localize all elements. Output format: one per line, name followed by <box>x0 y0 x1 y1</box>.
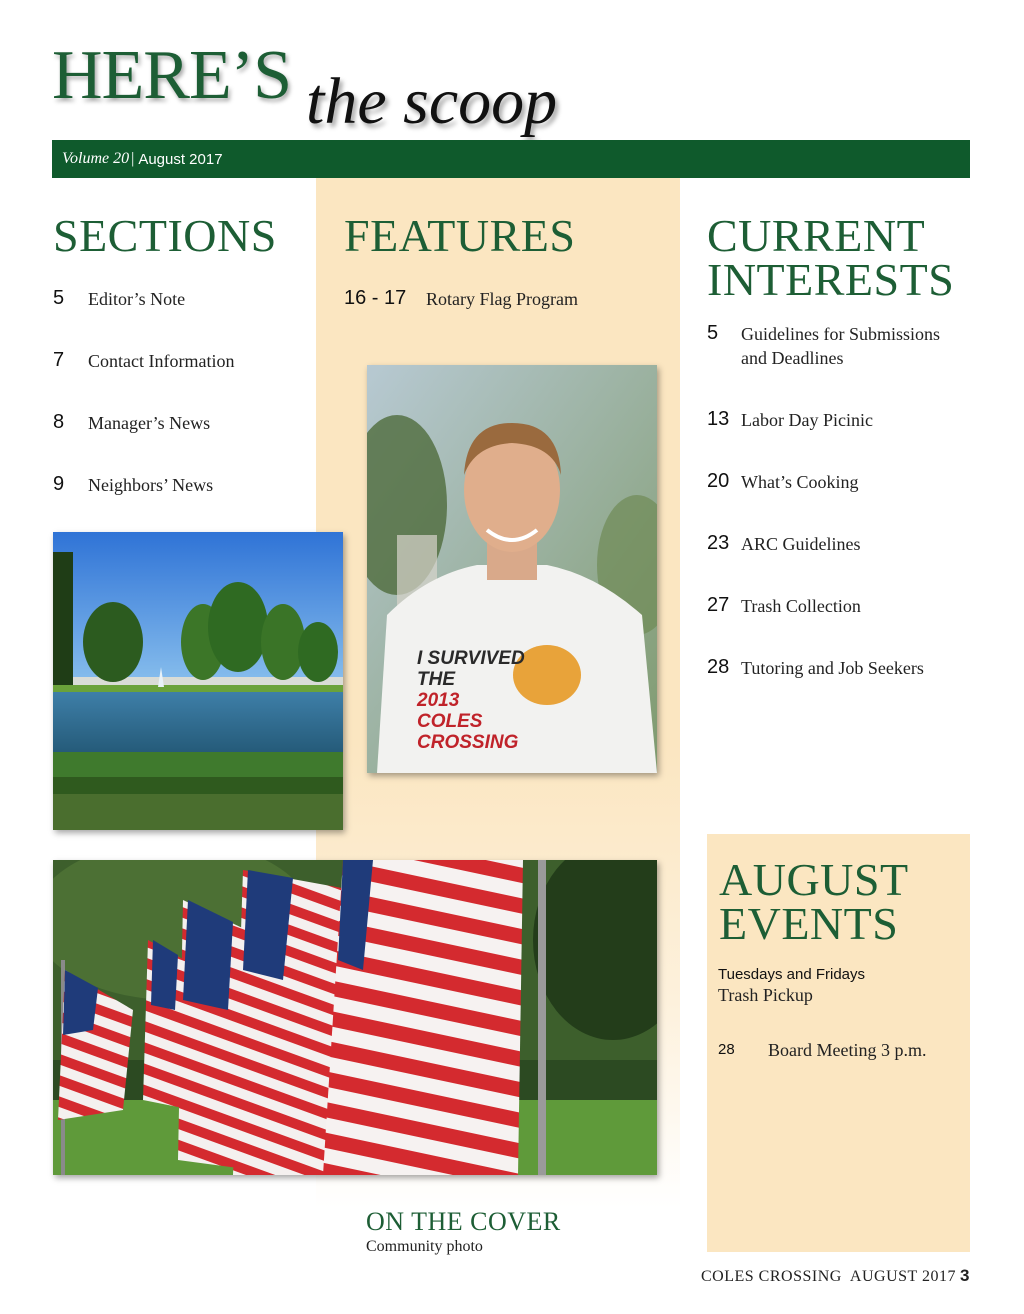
features-item-title: Rotary Flag Program <box>426 289 578 309</box>
masthead-heres: HERE’S <box>52 37 291 114</box>
current-item-page: 23 <box>707 532 730 554</box>
events-heading-line: EVENTS <box>719 898 899 949</box>
man-photo <box>367 365 657 773</box>
current-item-title: Tutoring and Job Seekers <box>741 658 924 678</box>
sections-item[interactable] <box>53 411 210 435</box>
sections-item-page: 9 <box>53 473 65 495</box>
current-item-page: 27 <box>707 594 730 616</box>
sections-item[interactable] <box>53 349 234 373</box>
august-events-heading <box>719 854 909 949</box>
volume-label: Volume 20 <box>62 150 130 167</box>
current-item-title: What’s Cooking <box>741 472 859 492</box>
page-number: 3 <box>960 1266 970 1285</box>
sections-item[interactable] <box>53 287 185 311</box>
sections-item-title: Editor’s Note <box>88 289 186 309</box>
on-the-cover-heading: ON THE COVER <box>366 1207 561 1236</box>
sections-item-page: 8 <box>53 411 65 433</box>
sections-item-title: Neighbors’ News <box>88 475 214 495</box>
pond-illustration <box>53 532 343 830</box>
current-item-title: Labor Day Picinic <box>741 410 873 430</box>
features-item-page: 16 - 17 <box>344 287 407 309</box>
current-item-page: 13 <box>707 408 730 430</box>
sections-item[interactable] <box>53 473 213 497</box>
current-item-title <box>741 322 940 370</box>
current-item[interactable] <box>707 322 940 370</box>
sections-item-page: 5 <box>53 287 65 309</box>
shirt-line: COLES <box>417 711 483 732</box>
current-item[interactable] <box>707 470 859 494</box>
current-heading-line: INTERESTS <box>707 254 955 305</box>
page-footer <box>701 1266 970 1286</box>
recurring-event: Trash Pickup <box>718 985 813 1005</box>
current-item-page: 5 <box>707 322 719 344</box>
shirt-line: THE <box>417 669 455 690</box>
recurring-days: Tuesdays and Fridays <box>718 966 866 983</box>
current-item-page: 28 <box>707 656 730 678</box>
current-item-title: Trash Collection <box>741 596 861 616</box>
current-heading-line: CURRENT <box>707 210 926 261</box>
sections-item-title: Manager’s News <box>88 413 211 433</box>
flags-illustration <box>53 860 657 1175</box>
events-heading-line: AUGUST <box>719 854 909 905</box>
events-item-day: 28 <box>718 1041 735 1058</box>
current-item-title: ARC Guidelines <box>741 534 861 554</box>
shirt-line: 2013 <box>417 690 460 711</box>
volume-separator: | <box>131 150 135 167</box>
shirt-line: CROSSING <box>417 732 519 753</box>
current-item[interactable] <box>707 408 873 432</box>
current-item-page: 20 <box>707 470 730 492</box>
shirt-line: I SURVIVED <box>417 648 525 669</box>
sections-item-page: 7 <box>53 349 65 371</box>
issue-date: August 2017 <box>138 150 223 168</box>
masthead-scoop: the scoop <box>306 65 558 138</box>
current-item-title-line: Guidelines for Submissions <box>741 324 941 344</box>
features-item[interactable] <box>344 287 578 311</box>
flags-cover-photo <box>53 860 657 1175</box>
cover-caption: Community photo <box>366 1238 483 1255</box>
pond-photo <box>53 532 343 830</box>
current-item[interactable] <box>707 656 924 680</box>
events-item-title: Board Meeting 3 p.m. <box>768 1040 927 1060</box>
shirt-text <box>417 648 525 753</box>
current-interests-heading <box>707 210 955 305</box>
current-item[interactable] <box>707 532 861 556</box>
current-item[interactable] <box>707 594 861 618</box>
sections-item-title: Contact Information <box>88 351 235 371</box>
features-heading: FEATURES <box>344 210 576 261</box>
sections-heading: SECTIONS <box>53 210 277 261</box>
footer-text: COLES CROSSING AUGUST 2017 <box>701 1268 957 1285</box>
events-item[interactable] <box>718 1038 926 1062</box>
current-item-title-line: and Deadlines <box>741 348 844 368</box>
volume-bar <box>52 140 970 178</box>
